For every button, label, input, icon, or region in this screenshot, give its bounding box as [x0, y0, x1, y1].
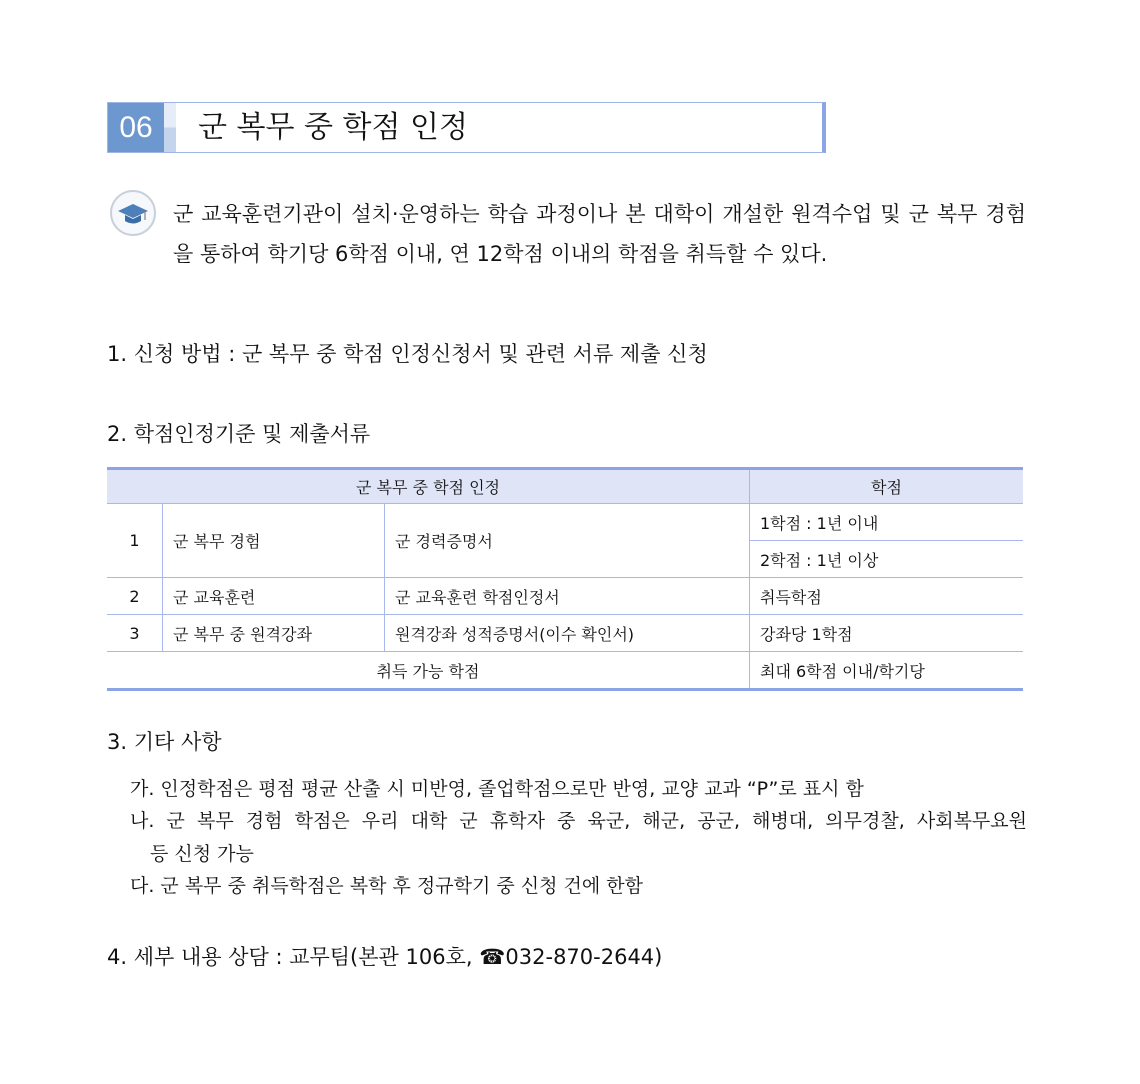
section-4 [107, 941, 662, 971]
cell: 취득 가능 학점 [107, 652, 750, 690]
cell: 군 복무 중 원격강좌 [163, 615, 385, 652]
header-cell: 학점 [750, 469, 1024, 504]
header-cell: 군 복무 중 학점 인정 [107, 469, 750, 504]
graduation-cap-icon [110, 190, 156, 236]
section-number: 06 [108, 103, 164, 152]
cell: 1학점 : 1년 이내 [750, 504, 1024, 541]
cell: 최대 6학점 이내/학기당 [750, 652, 1024, 690]
section-2: 2. 학점인정기준 및 제출서류 [107, 422, 371, 446]
contact-text: 4. 세부 내용 상담 : 교무팀(본관 106호, [107, 945, 480, 969]
credit-table [107, 467, 1023, 691]
cell: 군 교육훈련 [163, 578, 385, 615]
header-strip [164, 103, 176, 152]
table-row [107, 504, 1023, 541]
page-title: 군 복무 중 학점 인정 [198, 110, 468, 145]
phone-icon: ☎ [479, 945, 506, 969]
cell: 군 교육훈련 학점인정서 [385, 578, 750, 615]
table-footer [107, 652, 1023, 690]
section-header [107, 102, 826, 153]
section-3-title: 3. 기타 사항 [107, 730, 222, 754]
cell: 2학점 : 1년 이상 [750, 541, 1024, 578]
intro-text: 군 교육훈련기관이 설치·운영하는 학습 과정이나 본 대학이 개설한 원격수업 및 군 복무 경험을 통하여 학기당 6학점 이내, 연 12학점 이내의 학점을 취득할 수 있다. [173, 202, 1026, 266]
cell: 군 경력증명서 [385, 504, 750, 578]
note-item: 나. 군 복무 경험 학점은 우리 대학 군 휴학자 중 육군, 해군, 공군, 해병대, 의무경찰, 사회복무요원 [130, 810, 1027, 832]
cell: 1 [107, 504, 163, 578]
phone-number: 032-870-2644) [505, 945, 663, 969]
table-header [107, 469, 1023, 504]
cell: 강좌당 1학점 [750, 615, 1024, 652]
cell: 취득학점 [750, 578, 1024, 615]
note-item: 다. 군 복무 중 취득학점은 복학 후 정규학기 중 신청 건에 한함 [130, 875, 643, 897]
cell: 2 [107, 578, 163, 615]
cell: 원격강좌 성적증명서(이수 확인서) [385, 615, 750, 652]
cell: 3 [107, 615, 163, 652]
section-1: 1. 신청 방법 : 군 복무 중 학점 인정신청서 및 관련 서류 제출 신청 [107, 342, 708, 366]
table-row [107, 578, 1023, 615]
note-item: 가. 인정학점은 평점 평균 산출 시 미반영, 졸업학점으로만 반영, 교양 교과 “P”로 표시 함 [130, 778, 864, 800]
cell: 군 복무 경험 [163, 504, 385, 578]
note-item: 등 신청 가능 [150, 843, 254, 865]
table-row [107, 615, 1023, 652]
